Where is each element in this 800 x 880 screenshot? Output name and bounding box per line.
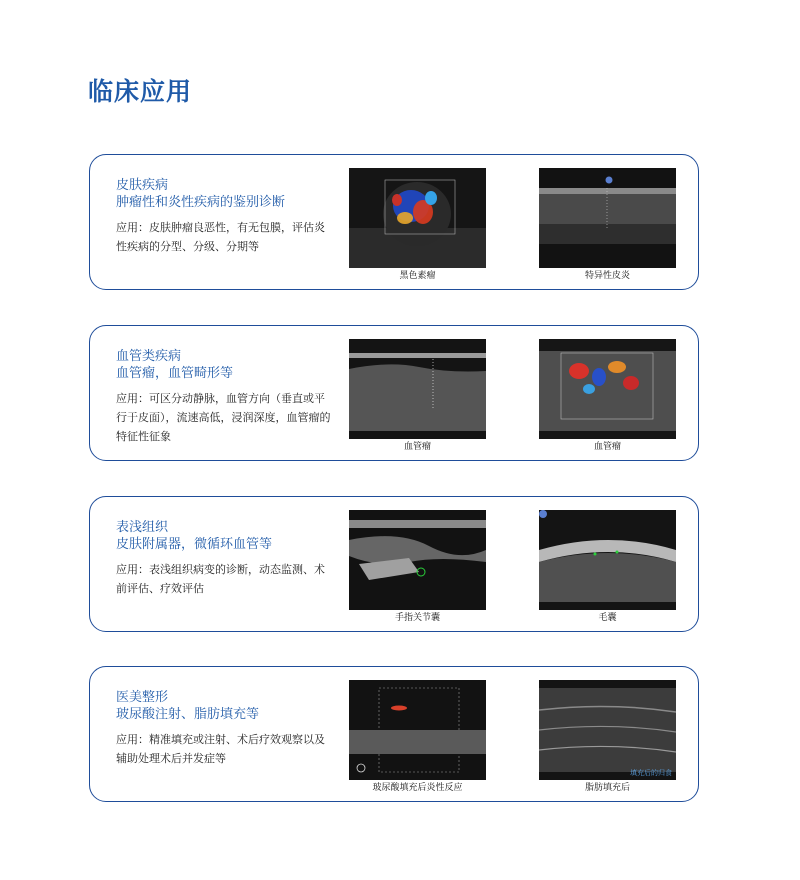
figure-hemangioma-2 xyxy=(539,339,676,453)
figure-fat-filling xyxy=(539,680,676,794)
ultrasound-image-hyaluronic-acid xyxy=(349,680,486,780)
figure-caption: 玻尿酸填充后炎性反应 xyxy=(372,783,463,793)
ultrasound-image-dermatitis xyxy=(539,168,676,268)
section-card-superficial-tissue xyxy=(89,496,699,632)
figure-caption: 脂肪填充后 xyxy=(584,783,630,793)
section-card-skin-disease xyxy=(89,154,699,290)
section-title-line2: 玻尿酸注射、脂肪填充等 xyxy=(116,707,260,722)
ultrasound-image-hair-follicle xyxy=(539,510,676,610)
ultrasound-image-melanoma xyxy=(349,168,486,268)
section-card-vascular-disease xyxy=(89,325,699,461)
section-description: 应用：皮肤肿瘤良恶性，有无包膜，评估炎性疾病的分型、分级、分期等 xyxy=(116,221,325,253)
section-title-line1: 血管类疾病 xyxy=(116,349,182,364)
figure-caption: 毛囊 xyxy=(598,613,617,623)
figure-caption: 手指关节囊 xyxy=(394,613,440,623)
figure-hyaluronic-acid-reaction xyxy=(349,680,486,794)
section-description: 应用：表浅组织病变的诊断，动态监测、术前评估、疗效评估 xyxy=(116,563,325,595)
section-title-line1: 表浅组织 xyxy=(116,520,169,535)
section-title-line2: 血管瘤，血管畸形等 xyxy=(116,366,234,381)
section-card-aesthetic-surgery xyxy=(89,666,699,802)
figure-caption: 血管瘤 xyxy=(593,442,621,452)
section-title-line2: 皮肤附属器，微循环血管等 xyxy=(116,537,273,552)
image-overlay-text: 填充后的归食 xyxy=(630,769,672,777)
figure-finger-joint-capsule xyxy=(349,510,486,624)
figure-caption: 血管瘤 xyxy=(403,442,431,452)
ultrasound-image-hemangioma xyxy=(349,339,486,439)
section-description: 应用：可区分动静脉，血管方向（垂直或平行于皮面），流速高低，浸润深度，血管瘤的特征性征象 xyxy=(116,392,331,443)
section-title-line1: 皮肤疾病 xyxy=(116,178,169,193)
figure-hemangioma-1 xyxy=(349,339,486,453)
figure-caption: 黑色素瘤 xyxy=(399,271,436,281)
figure-caption: 特异性皮炎 xyxy=(584,271,630,281)
ultrasound-image-hemangioma-doppler xyxy=(539,339,676,439)
ultrasound-image-joint-capsule xyxy=(349,510,486,610)
page-title: 临床应用 xyxy=(88,77,193,106)
section-title-line1: 医美整形 xyxy=(116,690,169,705)
figure-atopic-dermatitis xyxy=(539,168,676,282)
section-description: 应用：精准填充或注射、术后疗效观察以及辅助处理术后并发症等 xyxy=(116,733,325,765)
ultrasound-image-fat-filling xyxy=(539,680,676,780)
figure-hair-follicle xyxy=(539,510,676,624)
section-title-line2: 肿瘤性和炎性疾病的鉴别诊断 xyxy=(116,195,286,210)
figure-melanoma xyxy=(349,168,486,282)
